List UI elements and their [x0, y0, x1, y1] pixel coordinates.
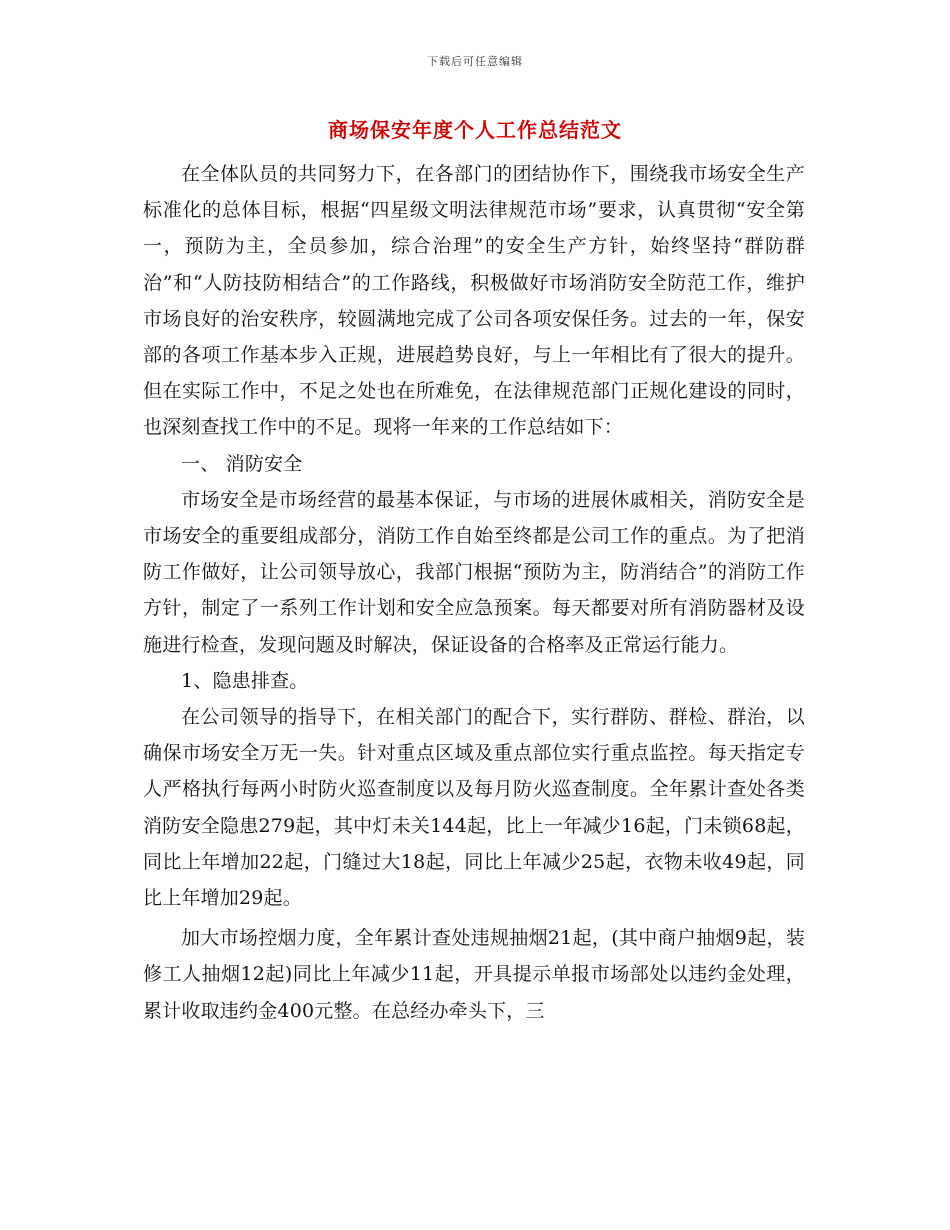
- page-header-note: 下载后可任意编辑: [427, 55, 523, 68]
- paragraph-fire-safety: 市场安全是市场经营的最基本保证，与市场的进展休戚相关，消防安全是市场安全的重要组成部分，消防工作自始至终都是公司工作的重点。为了把消防工作做好，让公司领导放心，我部门根据“预防为主，防消结合”的消防工作方针，制定了一系列工作计划和安全应急预案。每天都要对所有消防器材及设施进行检查，发现问题及时解决，保证设备的合格率及正常运行能力。: [143, 488, 805, 656]
- paragraph-intro: 在全体队员的共同努力下，在各部门的团结协作下，围绕我市场安全生产标准化的总体目标，根据“四星级文明法律规范市场”要求，认真贯彻“安全第一，预防为主，全员参加，综合治理”的安全生产方针，始终坚持“群防群治”和“人防技防相结合”的工作路线，积极做好市场消防安全防范工作，维护市场良好的治安秩序，较圆满地完成了公司各项安保任务。过去的一年，保安部的各项工作基本步入正规，进展趋势良好，与上一年相比有了很大的提升。但在实际工作中，不足之处也在所难免，在法律规范部门正规化建设的同时，也深刻查找工作中的不足。现将一年来的工作总结如下：: [143, 163, 805, 439]
- section-heading-fire-safety: 一、 消防安全: [181, 452, 303, 475]
- document-title: 商场保安年度个人工作总结范文: [328, 118, 622, 142]
- paragraph-hazard-inspection: 在公司领导的指导下，在相关部门的配合下，实行群防、群检、群治，以确保市场安全万无一失。针对重点区域及重点部位实行重点监控。每天指定专人严格执行每两小时防火巡查制度以及每月防火巡查制度。全年累计查处各类消防安全隐患279起，其中灯未关144起，比上一年减少16起，门未锁68起，同比上年增加22起，门缝过大18起，同比上年减少25起，衣物未收49起，同比上年增加29起。: [143, 706, 805, 910]
- paragraph-smoking-control: 加大市场控烟力度，全年累计查处违规抽烟21起，(其中商户抽烟9起，装修工人抽烟12起)同比上年减少11起，开具提示单报市场部处以违约金处理，累计收取违约金400元整。在总经办牵头下，三: [143, 927, 805, 1022]
- subheading-hazard-inspection: 1、隐患排查。: [181, 669, 309, 692]
- document-body: [143, 156, 805, 1029]
